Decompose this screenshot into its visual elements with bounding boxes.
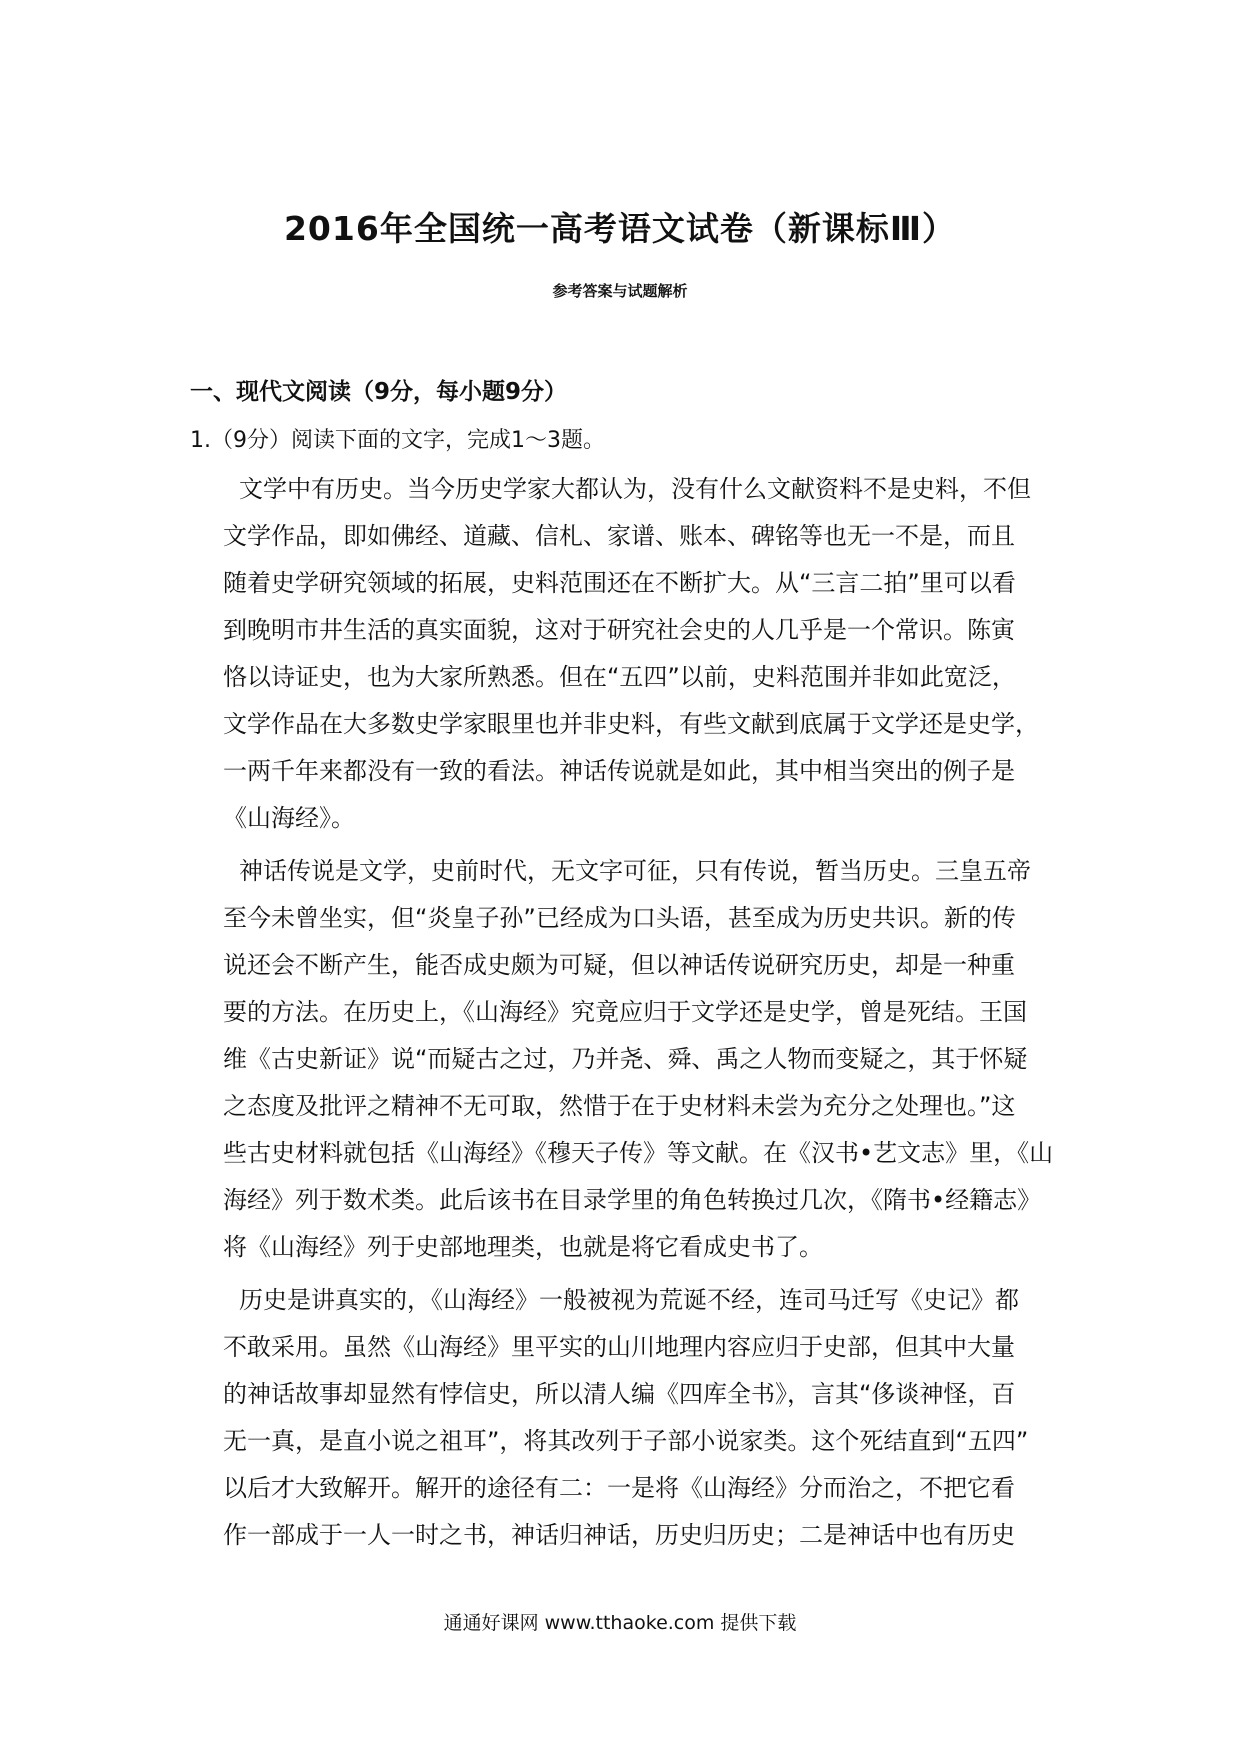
page-subtitle: 参考答案与试题解析: [552, 282, 688, 300]
reading-passage: [223, 466, 1053, 1559]
passage-line: 要的方法。在历史上，《山海经》究竟应归于文学还是史学，曾是死结。王国: [223, 998, 1027, 1026]
passage-line: 《山海经》。: [223, 804, 355, 832]
passage-line: 神话传说是文学，史前时代，无文字可征，只有传说，暂当历史。三皇五帝: [239, 857, 1031, 885]
passage-line: 文学作品，即如佛经、道藏、信札、家谱、账本、碑铭等也无一不是，而且: [223, 522, 1015, 550]
passage-line: 历史是讲真实的，《山海经》一般被视为荒诞不经，连司马迁写《史记》都: [239, 1286, 1019, 1314]
passage-line: 海经》列于数术类。此后该书在目录学里的角色转换过几次，《隋书•经籍志》: [223, 1186, 1042, 1214]
passage-line: 些古史材料就包括《山海经》《穆天子传》等文献。在《汉书•艺文志》里，《山: [223, 1139, 1054, 1167]
page-footer: 通通好课网 www.tthaoke.com 提供下载: [443, 1612, 797, 1634]
passage-line: 文学中有历史。当今历史学家大都认为，没有什么文献资料不是史料，不但: [239, 475, 1031, 503]
section-heading: 一、现代文阅读（9分，每小题9分）: [190, 379, 568, 405]
passage-line: 一两千年来都没有一致的看法。神话传说就是如此，其中相当突出的例子是: [223, 757, 1015, 785]
passage-line: 以后才大致解开。解开的途径有二：一是将《山海经》分而治之，不把它看: [223, 1474, 1015, 1502]
page-title: 2016年全国统一高考语文试卷（新课标Ⅲ）: [283, 209, 957, 248]
passage-line: 作一部成于一人一时之书，神话归神话，历史归历史；二是神话中也有历史: [223, 1521, 1015, 1549]
passage-line: 将《山海经》列于史部地理类，也就是将它看成史书了。: [223, 1233, 823, 1261]
passage-line: 不敢采用。虽然《山海经》里平实的山川地理内容应归于史部，但其中大量: [223, 1333, 1015, 1361]
passage-line: 说还会不断产生，能否成史颇为可疑，但以神话传说研究历史，却是一种重: [223, 951, 1015, 979]
question-prompt: 1.（9分）阅读下面的文字，完成1～3题。: [190, 428, 605, 453]
passage-line: 至今未曾坐实，但“炎皇子孙”已经成为口头语，甚至成为历史共识。新的传: [223, 904, 1016, 932]
passage-line: 之态度及批评之精神不无可取，然惜于在于史材料未尝为充分之处理也。”这: [223, 1092, 1016, 1120]
passage-line: 无一真，是直小说之祖耳”，将其改列于子部小说家类。这个死结直到“五四”: [223, 1427, 1029, 1455]
passage-line: 维《古史新证》说“而疑古之过，乃并尧、舜、禹之人物而变疑之，其于怀疑: [223, 1045, 1028, 1073]
passage-line: 到晚明市井生活的真实面貌，这对于研究社会史的人几乎是一个常识。陈寅: [223, 616, 1015, 644]
passage-line: 恪以诗证史，也为大家所熟悉。但在“五四”以前，史料范围并非如此宽泛，: [223, 663, 1016, 691]
passage-line: 文学作品在大多数史学家眼里也并非史料，有些文献到底属于文学还是史学，: [223, 710, 1039, 738]
passage-line: 随着史学研究领域的拓展，史料范围还在不断扩大。从“三言二拍”里可以看: [223, 569, 1016, 597]
passage-line: 的神话故事却显然有悖信史，所以清人编《四库全书》，言其“侈谈神怪，百: [223, 1380, 1016, 1408]
